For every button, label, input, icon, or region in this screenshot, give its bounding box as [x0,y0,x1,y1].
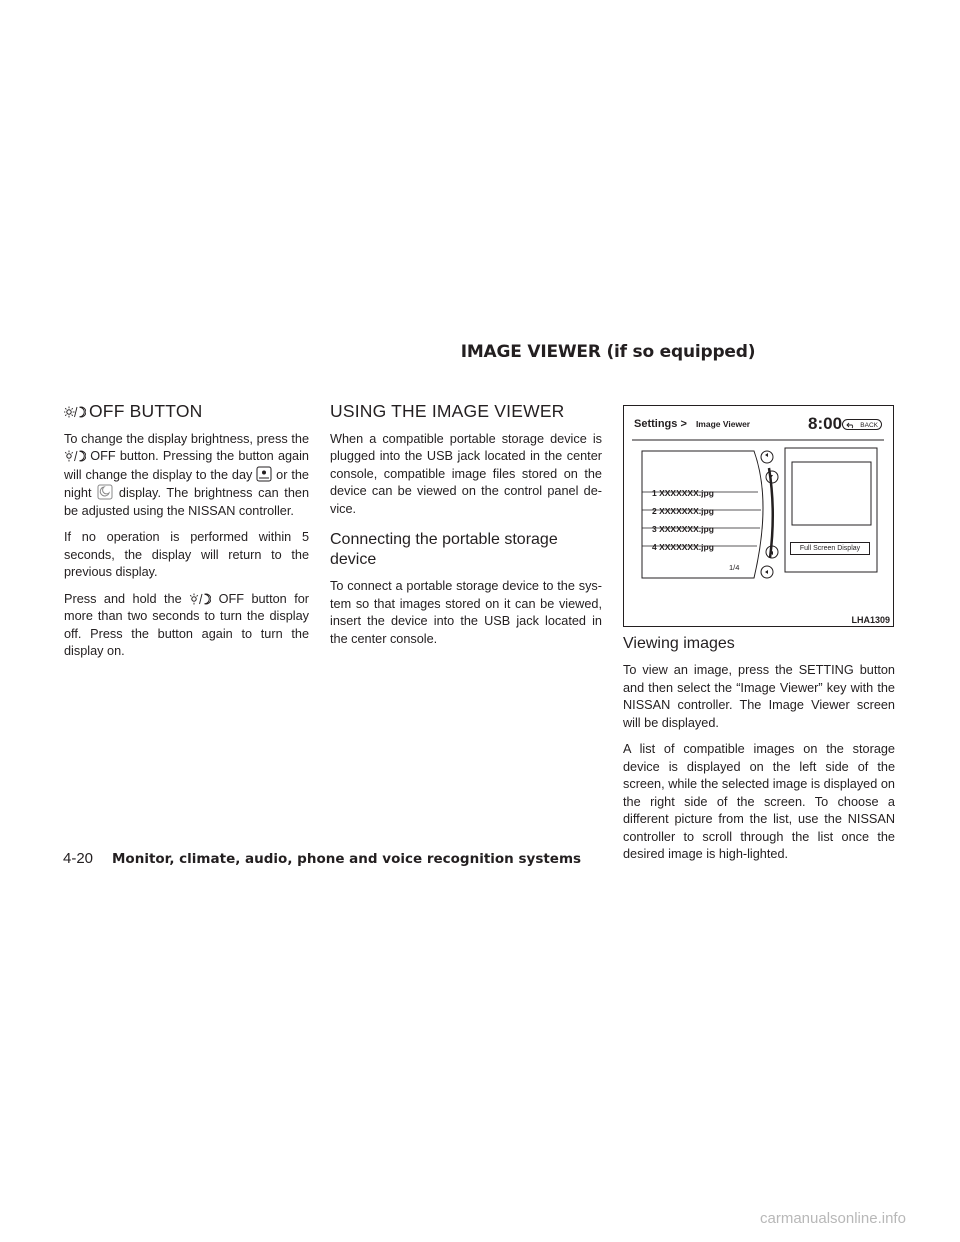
column-brightness [64,403,309,670]
screen-subtitle: Image Viewer [695,419,751,429]
p1-text-a: To change the display brightness, press the [64,431,309,446]
list-item[interactable]: 2 XXXXXXX.jpg [652,506,714,516]
p1-text-d: display. The brightness can then be adjusted using the NISSAN controller. [64,486,310,518]
clock: 8:00 [808,414,843,433]
viewing-paragraph-1: To view an image, press the SETTING button and then select the “Image Viewer” key with the NISSAN controller. The Image Viewer screen will be displayed. [623,663,895,730]
night-mode-icon [97,484,113,500]
image-viewer-paragraph-1: When a compatible portable storage device is plugged into the USB jack located in the center console, compatible image files stored on the device can be viewed on the control panel de-vice. [330,431,602,516]
brightness-icon [64,449,86,463]
day-mode-icon [256,466,272,482]
brightness-icon [64,405,86,419]
chapter-title: Monitor, climate, audio, phone and voice recognition systems [112,851,582,867]
full-screen-display-button[interactable]: Full Screen Display [790,542,870,555]
image-viewer-paragraph-2: To connect a portable storage device to the sys-tem so that images stored on it can be viewed, insert the device into the USB jack located in the center console. [330,579,602,646]
p3-text-a: Press and hold the [64,591,182,606]
brightness-paragraph-3 [64,591,309,661]
viewing-images-heading: Viewing images [623,635,735,652]
connecting-storage-heading: Connecting the portable storage device [330,531,558,568]
page-number: 4-20 [63,850,94,867]
section-header [0,342,960,362]
p1-text-c: or the night [64,467,309,500]
page-indicator: 1/4 [729,563,740,572]
list-item[interactable]: 1 XXXXXXX.jpg [652,488,714,498]
image-viewer-figure [623,405,894,627]
list-item[interactable]: 3 XXXXXXX.jpg [652,524,714,534]
using-image-viewer-heading: USING THE IMAGE VIEWER [330,401,565,421]
figure-label: LHA1309 [851,615,890,625]
p1-text-b: OFF button. Pressing the button again will change the display to the day [64,449,309,482]
column-viewing-images [623,634,895,873]
back-label: BACK [860,422,878,429]
brightness-paragraph-2: If no operation is performed within 5 seconds, the display will return to the previous display. [64,530,309,579]
column-image-viewer [330,403,602,657]
list-item[interactable]: 4 XXXXXXX.jpg [652,542,714,552]
brightness-icon [189,592,211,606]
screen-frame [624,406,893,626]
off-button-heading [64,403,309,421]
screen-title: Settings > [634,418,687,430]
brightness-paragraph-1 [64,431,309,521]
section-title: IMAGE VIEWER (if so equipped) [460,342,756,362]
p3-text-b: OFF button for more than two seconds to turn the display off. Press the button again to turn the display on. [64,591,310,658]
watermark: carmanualsonline.info [760,1210,906,1227]
off-button-heading-text: OFF BUTTON [89,401,203,421]
viewing-paragraph-2: A list of compatible images on the storage device is displayed on the left side of the screen, while the selected image is displayed on the right side of the screen. To choose a different picture from the list, use the NISSAN controller to scroll through the list once the desired image is high-lighted. [623,742,895,861]
